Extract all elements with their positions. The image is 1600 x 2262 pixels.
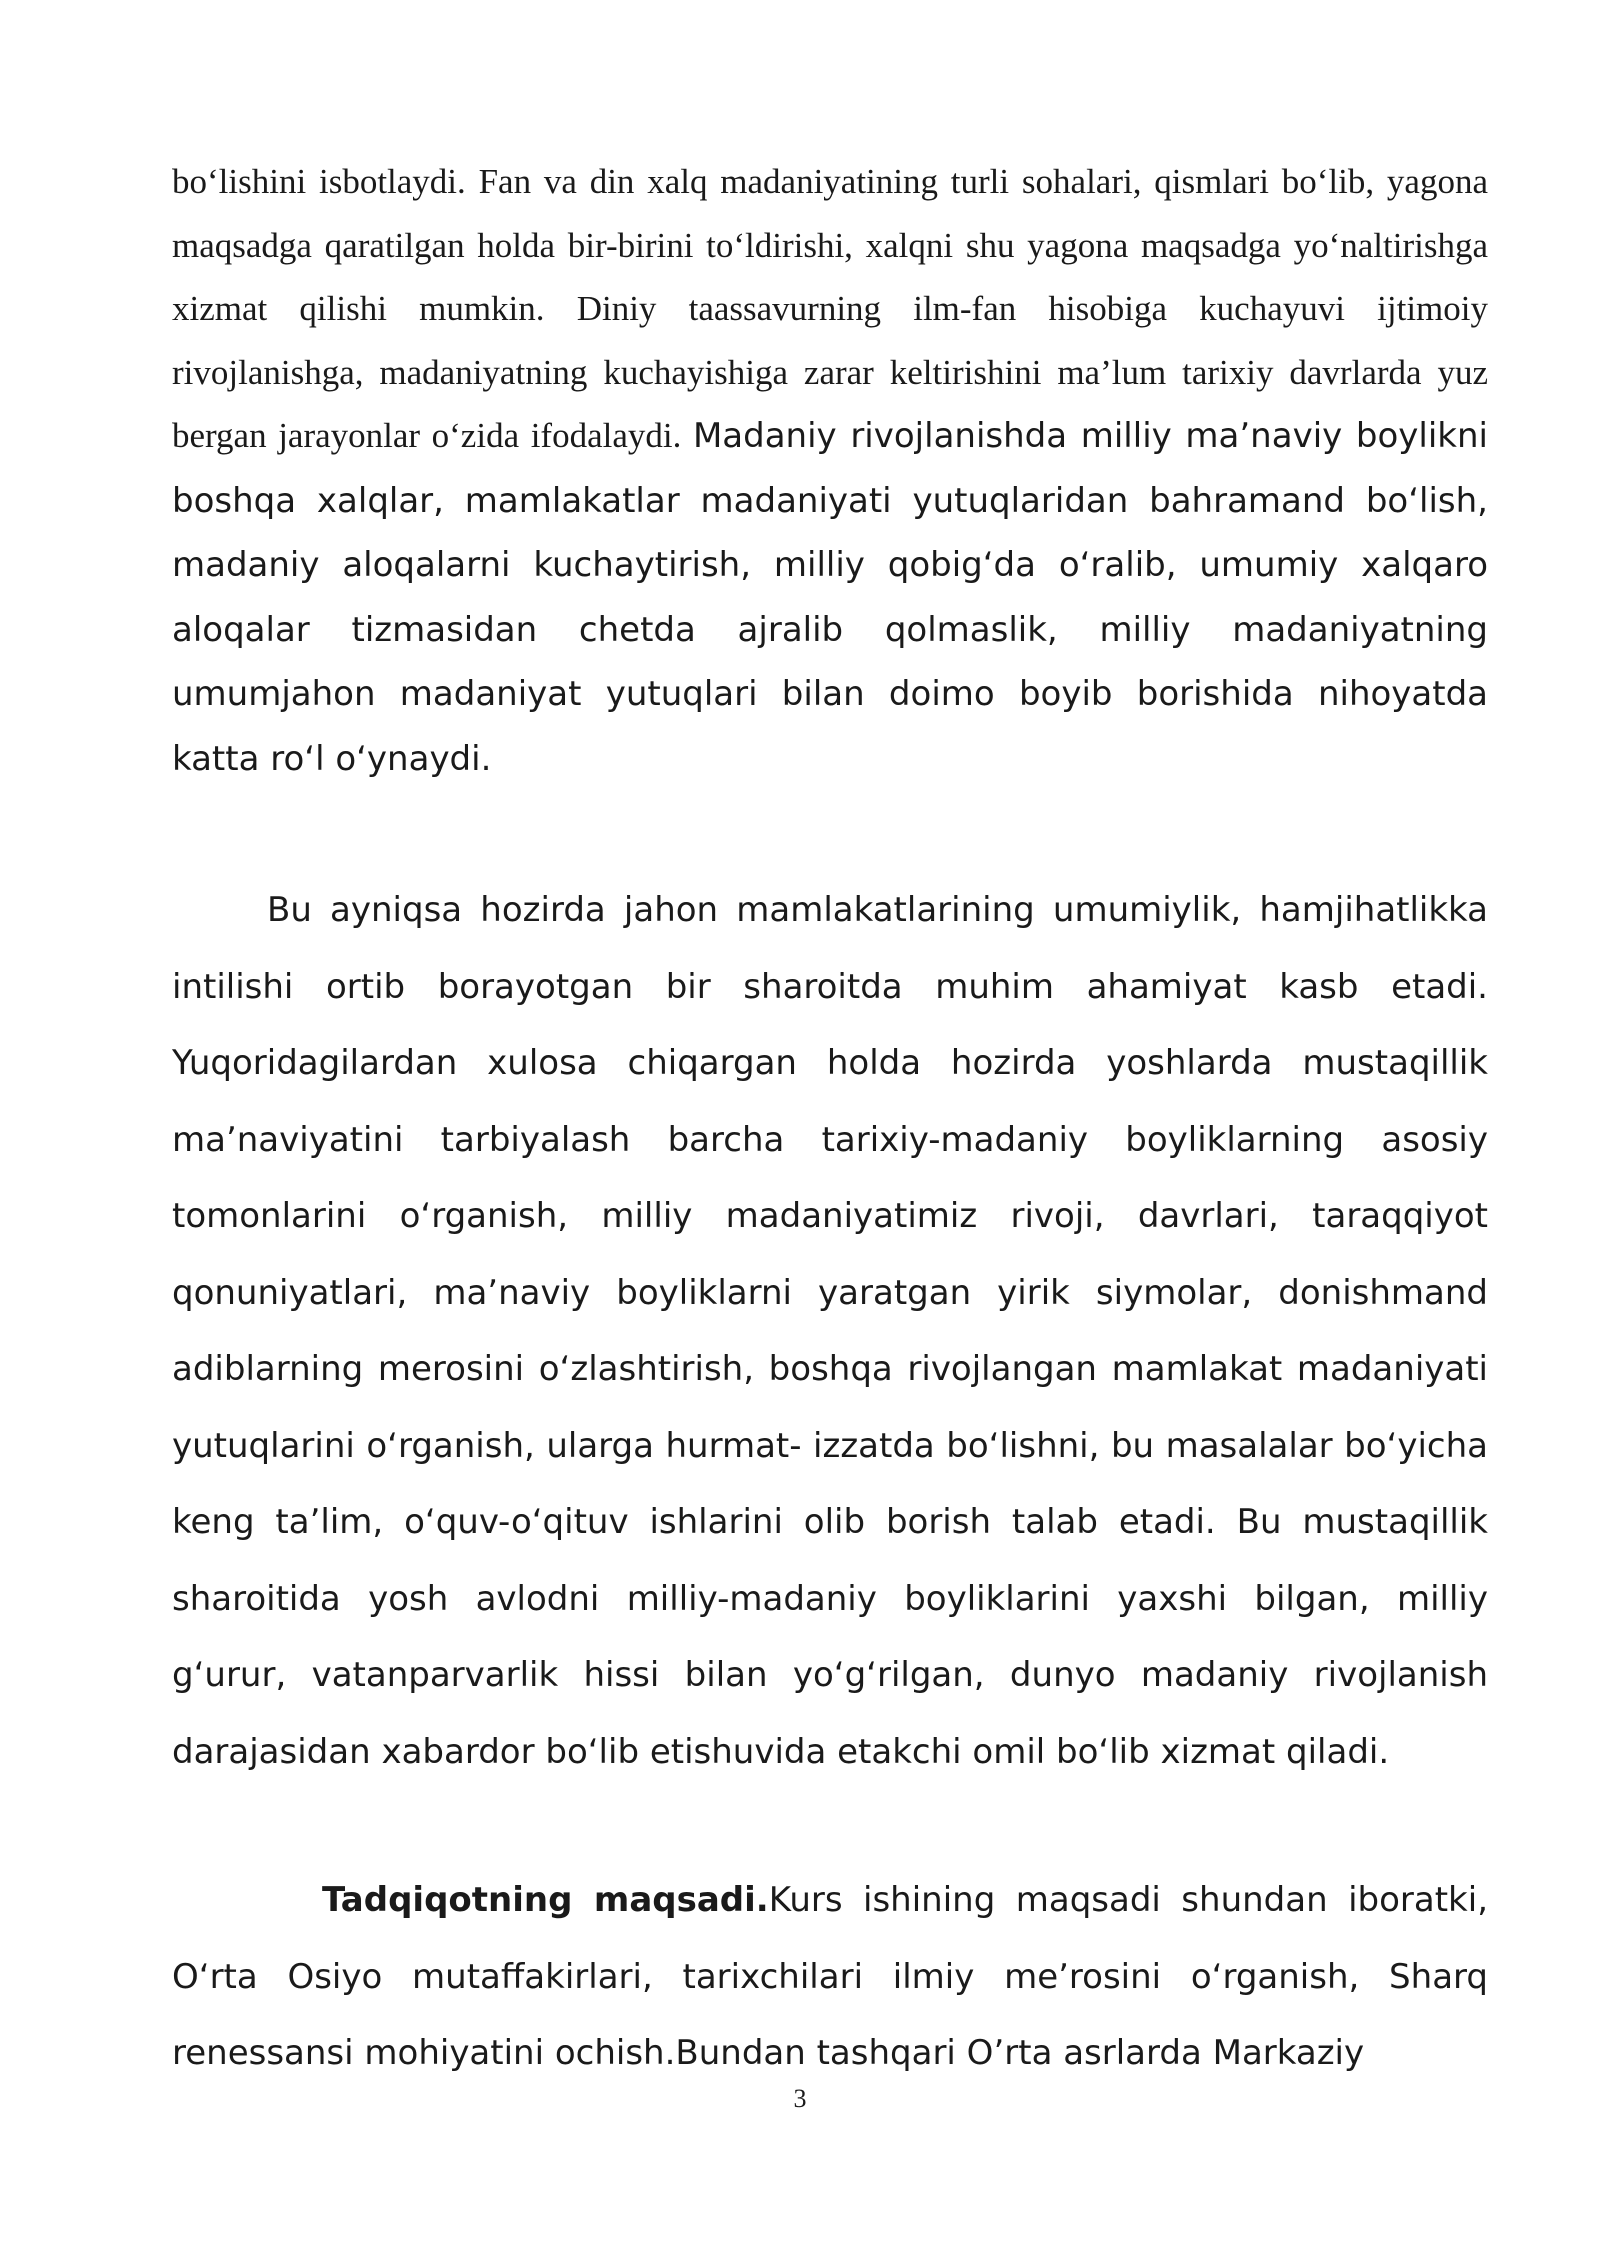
- paragraph-1-serif-text: bo‘lishini isbotlaydi. Fan va din xalq madaniyatining turli sohalari, qismlari bo‘lib, yagona maqsadga qaratilgan holda bir-birini to‘ldirishi, xalqni shu yagona maqsadga yo‘naltirishga xizmat qilishi mumkin. Diniy taassavurning ilm-fan hisobiga kuchayuvi ijtimoiy rivojlanishga, madaniyatning kuchayishiga zarar keltirishini ma’lum tarixiy davrlarda yuz bergan jarayonlar o‘zida ifodalaydi.: [172, 162, 1488, 455]
- paragraph-3-text: Kurs ishining maqsadi shundan iboratki, O‘rta Osiyo mutaffakirlari, tarixchilari ilmiy me’rosini o‘rganish, Sharq renessansi mohiyatini ochish.Bundan tashqari O’rta asrlarda Markaziy: [172, 1880, 1488, 2073]
- section-heading: Tadqiqotning maqsadi.: [322, 1880, 769, 1920]
- paragraph-2: Bu ayniqsa hozirda jahon mamlakatlarining umumiylik, hamjihatlikka intilishi ortib borayotgan bir sharoitda muhim ahamiyat kasb etadi. Yuqoridagilardan xulosa chiqargan holda hozirda yoshlarda mustaqillik ma’naviyatini tarbiyalash barcha tarixiy-madaniy boyliklarning asosiy tomonlarini o‘rganish, milliy madaniyatimiz rivoji, davrlari, taraqqiyot qonuniyatlari, ma’naviy boyliklarni yaratgan yirik siymolar, donishmand adiblarning merosini o‘zlashtirish, boshqa rivojlangan mamlakat madaniyati yutuqlarini o‘rganish, ularga hurmat- izzatda bo‘lishni, bu masalalar bo‘yicha keng ta’lim, o‘quv-o‘qituv ishlarini olib borish talab etadi. Bu mustaqillik sharoitida yosh avlodni milliy-madaniy boyliklarini yaxshi bilgan, milliy g‘urur, vatanparvarlik hissi bilan yo‘g‘rilgan, dunyo madaniy rivojlanish darajasidan xabardor bo‘lib etishuvida etakchi omil bo‘lib xizmat qiladi.: [172, 890, 1488, 1772]
- paragraph-1-sans-text: Madaniy rivojlanishda milliy ma’naviy boylikni boshqa xalqlar, mamlakatlar madaniyati yutuqlaridan bahramand bo‘lish, madaniy aloqalarni kuchaytirish, milliy qobig‘da o‘ralib, umumiy xalqaro aloqalar tizmasidan chetda ajralib qolmaslik, milliy madaniyatning umumjahon madaniyat yutuqlari bilan doimo boyib borishida nihoyatda katta ro‘l o‘ynaydi.: [172, 416, 1488, 779]
- paragraph-3: [172, 1862, 1488, 2092]
- page-number: 3: [793, 2084, 807, 2113]
- paragraph-1: [172, 150, 1488, 791]
